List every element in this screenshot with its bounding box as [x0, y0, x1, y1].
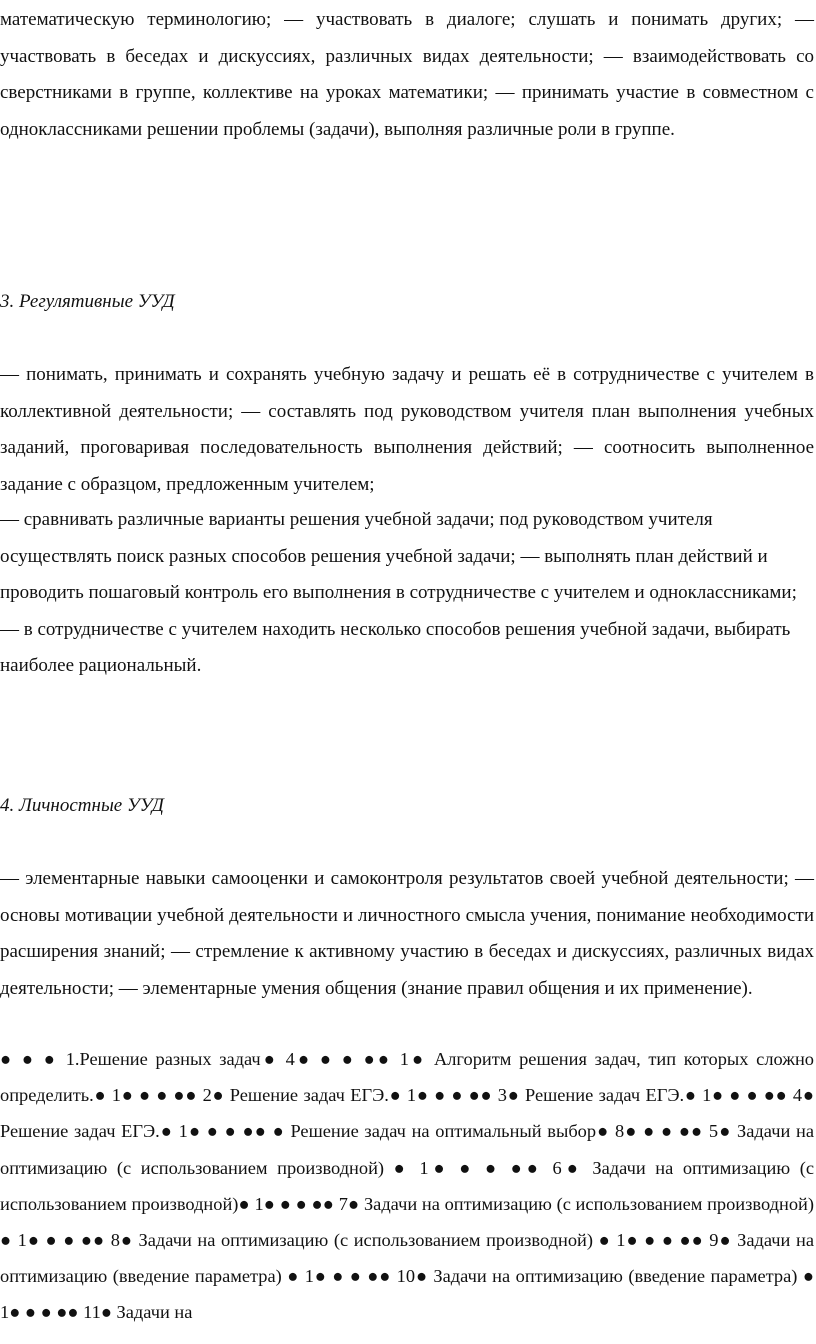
personal-uud-text: — элементарные навыки самооценки и самоконтроля результатов своей учебной деятельности; — основы мотивации учебной деятельности и личностного смысла учения, понимание необходимости расширения знаний; — стремление к активному участию в беседах и дискуссиях, различных видах деятельности; — элементарные умения общения (знание правил общения и их применение).: [0, 868, 814, 999]
regulative-uud-heading: 3. Регулятивные УУД: [0, 291, 175, 312]
regulative-uud-text-2: — сравнивать различные варианты решения учебной задачи; под руководством учителя осуществлять поиск разных способов решения учебной задачи; — выполнять план действий и проводить пошаговый контроль его выполнения в сотрудничестве с учителем и одноклассниками; — в сотрудничестве с учителем находить несколько способов решения учебной задачи, выбирать наиболее рациональный.: [0, 509, 797, 677]
communicative-uud-tail: математическую терминологию; — участвовать в диалоге; слушать и понимать других; — участвовать в беседах и дискуссиях, различных видах деятельности; — взаимодействовать со сверстниками в группе, коллективе на уроках математики; — принимать участие в совместном с одноклассниками решении проблемы (задачи), выполняя различные роли в группе.: [0, 9, 814, 140]
lesson-topic-list: ● ● ● 1.Решение разных задач● 4● ● ● ●● 1● Алгоритм решения задач, тип которых сложно определить.● 1● ● ● ●● 2● Решение задач ЕГЭ.● 1● ● ● ●● 3● Решение задач ЕГЭ.● 1● ● ● ●● 4● Решение задач ЕГЭ.● 1● ● ● ●● ● Решение задач на оптимальный выбор● 8● ● ● ●● 5● Задачи на оптимизацию (с использованием производной) ● 1● ● ● ●● 6● Задачи на оптимизацию (с использованием производной)● 1● ● ● ●● 7● Задачи на оптимизацию (с использованием производной) ● 1● ● ● ●● 8● Задачи на оптимизацию (с использованием производной) ● 1● ● ● ●● 9● Задачи на оптимизацию (введение параметра) ● 1● ● ● ●● 10● Задачи на оптимизацию (введение параметра) ● 1● ● ● ●● 11● Задачи на: [0, 1049, 814, 1323]
regulative-uud-text-1: — понимать, принимать и сохранять учебную задачу и решать её в сотрудничестве с учителем в коллективной деятельности; — составлять под руководством учителя план выполнения учебных заданий, проговаривая последовательность выполнения действий; — соотносить выполненное задание с образцом, предложенным учителем;: [0, 364, 814, 495]
personal-uud-heading: 4. Личностные УУД: [0, 795, 164, 816]
